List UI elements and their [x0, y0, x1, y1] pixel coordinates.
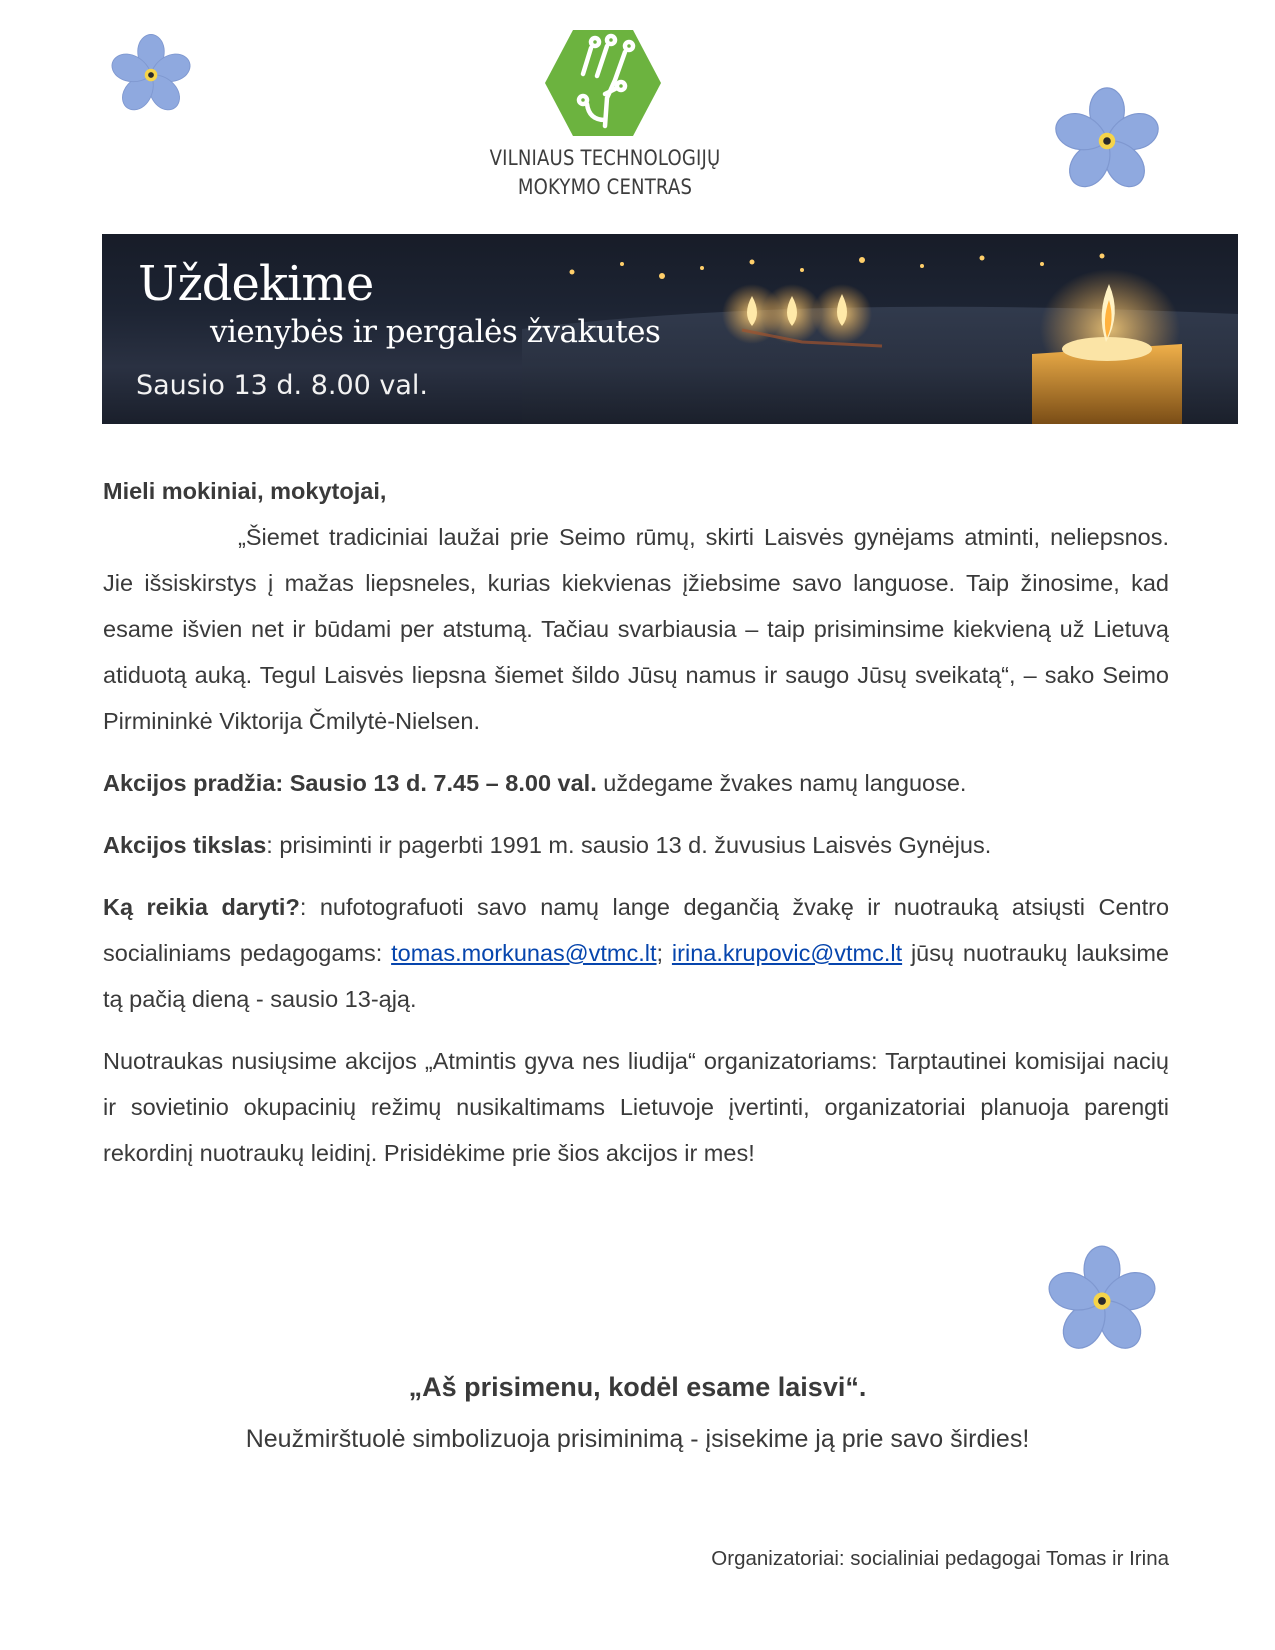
forget-me-not-icon	[1041, 1240, 1163, 1362]
candle-banner	[102, 234, 1238, 424]
circuit-hexagon-icon	[543, 28, 663, 138]
todo-text: : nufotografuoti savo namų lange degančią žvakę ir nuotrauką atsiųsti Centro socialiniams pedagogams:	[103, 894, 1170, 966]
slogan: „Aš prisimenu, kodėl esame laisvi“.	[408, 1372, 867, 1402]
organizers-line: Organizatoriai: socialiniai pedagogai Tomas ir Irina	[711, 1547, 1169, 1570]
goal-text: : prisiminti ir pagerbti 1991 m. sausio 13 d. žuvusius Laisvės Gynėjus.	[266, 832, 992, 858]
email-link-irina[interactable]: irina.krupovic@vtmc.lt	[671, 940, 903, 966]
todo-paragraph	[103, 884, 1169, 1022]
slogan-subtitle: Neužmirštuolė simbolizuoja prisiminimą - įsisekime ją prie savo širdies!	[245, 1425, 1030, 1453]
logo-line-2: MOKYMO CENTRAS	[517, 175, 693, 199]
email-link-tomas[interactable]: tomas.morkunas@vtmc.lt	[391, 940, 657, 966]
quote-paragraph: „Šiemet tradiciniai laužai prie Seimo rūmų, skirti Laisvės gynėjams atminti, neliepsnos. Jie išsiskirstys į mažas liepsneles, kurias kiekvienas įžiebsime savo languose. Taip žinosime, kad esame išvien net ir būdami per atstumą. Tačiau svarbiausia – taip prisiminsime kiekvieną už Lietuvą atiduotą auką. Tegul Laisvės liepsna šiemet šildo Jūsų namus ir saugo Jūsų sveikatą“, – sako Seimo Pirmininkė Viktorija Čmilytė-Nielsen.	[103, 524, 1169, 734]
start-text: uždegame žvakes namų languose.	[596, 770, 967, 796]
goal-paragraph	[103, 822, 1169, 868]
logo-line-1: VILNIAUS TECHNOLOGIJŲ	[489, 146, 721, 170]
start-label: Akcijos pradžia: Sausio 13 d. 7.45 – 8.00 val.	[103, 770, 597, 796]
forget-me-not-icon	[1048, 82, 1166, 200]
email-separator: ;	[656, 940, 672, 966]
vtmc-logo	[470, 28, 740, 198]
closing-paragraph: Nuotraukas nusiųsime akcijos „Atmintis gyva nes liudija“ organizatoriams: Tarptautinei komisijai nacių ir sovietinio okupacinių režimų nusikaltimams Lietuvoje įvertinti, organizatoriai planuoja parengti rekordinį nuotraukų leidinį. Prisidėkime prie šios akcijos ir mes!	[103, 1048, 1169, 1166]
greeting: Mieli mokiniai, mokytojai,	[103, 478, 387, 504]
banner-subtitle: vienybės ir pergalės žvakutes	[210, 314, 661, 350]
goal-label: Akcijos tikslas	[103, 832, 267, 858]
todo-label: Ką reikia daryti?	[103, 894, 300, 920]
forget-me-not-icon	[106, 30, 196, 120]
banner-title: Uždekime	[138, 256, 374, 312]
banner-date: Sausio 13 d. 8.00 val.	[136, 370, 429, 401]
letter-body	[103, 468, 1169, 1176]
todo-tail: jūsų nuotraukų lauksime tą pačią dieną - sausio 13-ąją.	[103, 940, 1169, 1012]
start-paragraph	[103, 760, 1169, 806]
